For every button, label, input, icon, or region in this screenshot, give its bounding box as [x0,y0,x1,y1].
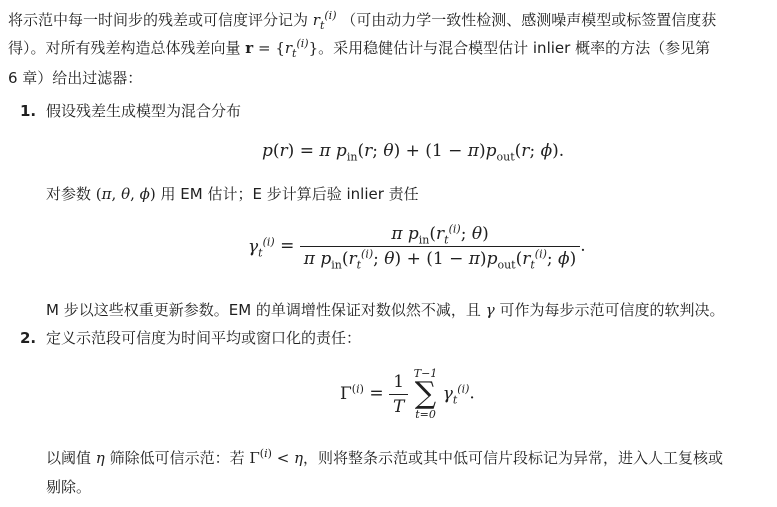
item-2-text-c-mid: 筛除低可信示范：若 [109,449,245,467]
gamma-symbol: γ [485,301,495,319]
segment-credibility-equation: $\Gamma^{(i)}$ = $\frac{1}{T}$ T−1 ∑ t=0 $\gamma_t^{(i)}$. [340,367,475,421]
residual-symbol: $r_t^{(i)}$ [312,9,337,32]
set-close-brace: } [308,39,319,57]
item-2-text-c-pre: 以阈值 [46,449,92,467]
item-1-text-a-post: 用 EM 估计；E 步计算后验 inlier 责任 [160,185,419,203]
eta-symbol: η [95,449,105,467]
item-2-number: 2. [20,329,37,347]
item-1-text-a [46,182,419,206]
item-1-text-b-pre: M 步以这些权重更新参数。EM 的单调增性保证对数似然不减，且 [46,301,481,319]
intro-text-2: 得）。对所有残差构造总体残差向量 [8,39,241,57]
param-tuple: (π, θ, ϕ) [95,185,156,203]
residual-vector-symbol: r [245,39,254,57]
intro-line-3 [8,66,142,90]
item-2-text-c [46,446,723,470]
item-1-text-b-post: 可作为每步示范可信度的软判决。 [499,301,725,319]
mixture-equation: p(r) = π $p_{in}(r$; $\theta) + (1 - \pi)p_{out}(r$; ϕ). [262,141,565,164]
intro-text-3: 6 章）给出过滤器： [8,69,143,87]
item-1-heading: 假设残差生成模型为混合分布 [46,102,242,120]
item-2-text-c-post: ，则将整条示范或其中低可信片段标记为异常，进入人工复核或 [303,449,724,467]
item-2-heading: 定义示范段可信度为时间平均或窗口化的责任： [46,329,362,347]
item-2-text-c-line2: 剔除。 [46,478,92,496]
item-1-text-b [46,298,724,322]
residual-set-element: $r_t^{(i)}$ [284,37,309,60]
intro-text-2-tail: 。采用稳健估计与混合模型估计 inlier 概率的方法（参见第 [318,39,711,57]
threshold-condition: $\Gamma^{(i)} < \eta$ [249,447,304,467]
summation-symbol: T−1 ∑ t=0 [413,367,438,421]
intro-line-1 [8,8,716,32]
responsibility-fraction: $\frac{\pi p_{in}(r_t^{(i)}; \theta)}{\pi p_{in}(r_t^{(i)}; \theta) + (1 - \pi)p_{out}(r_t^{(i)}; \phi)}$ [300,222,581,271]
intro-text-1: 将示范中每一时间步的残差或可信度评分记为 [8,11,309,29]
responsibility-equation: $\gamma_t^{(i)}$ = $\frac{\pi p_{in}(r_t^{(i)}; \theta)}{\pi p_{in}(r_t^{(i)}; \theta) + (1 - \pi)p_{out}(r_t^{(i)}; \phi)}$ . [248,222,586,272]
one-over-T-fraction: $\frac{1}{T}$ [389,370,408,419]
item-1-number: 1. [20,102,37,120]
item-1-text-a-pre: 对参数 [46,185,92,203]
intro-text-1-tail: （可由动力学一致性检测、感测噪声模型或标签置信度获 [341,11,717,29]
intro-line-2 [8,36,710,60]
equals-sign: = { [257,39,285,57]
